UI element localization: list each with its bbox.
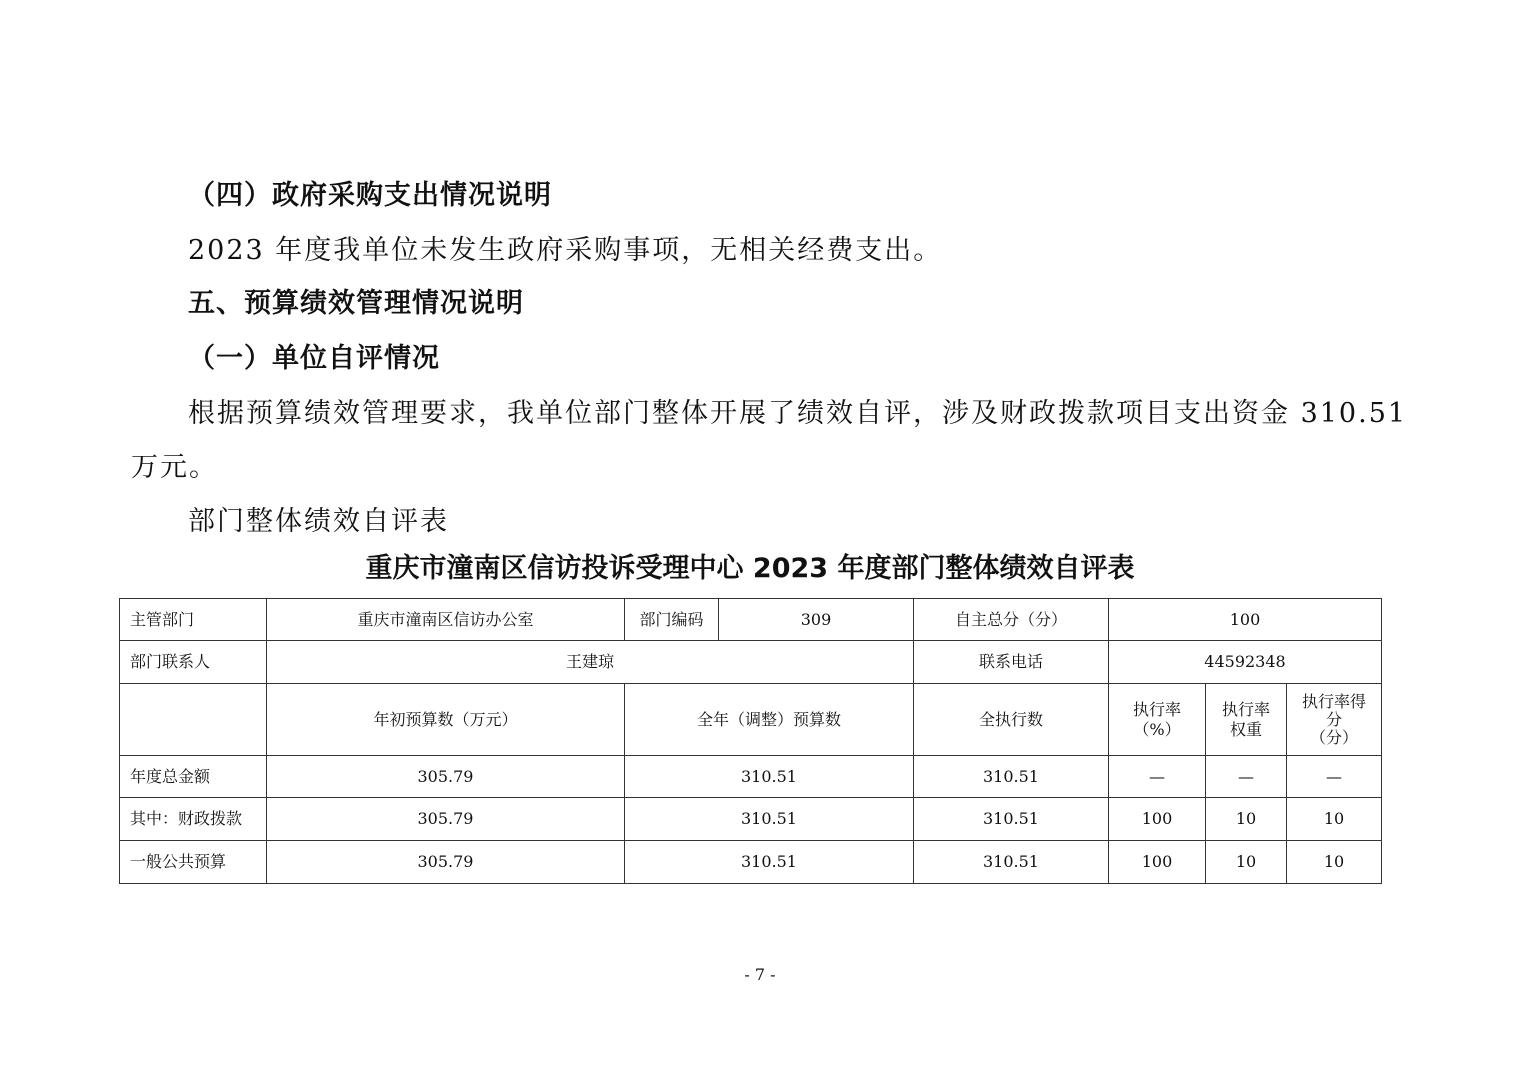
table-caption-label: 部门整体绩效自评表 [188, 506, 449, 537]
cell-row-label: 其中：财政拨款 [120, 798, 267, 841]
cell-executed: 310.51 [914, 798, 1109, 841]
cell-exec-rate: — [1109, 756, 1206, 798]
cell-adjusted-budget: 310.51 [625, 841, 914, 884]
paragraph-self-eval-line2: 万元。 [131, 452, 218, 483]
cell-initial-budget: 305.79 [267, 841, 625, 884]
performance-table [119, 598, 1382, 884]
cell-phone-label: 联系电话 [914, 641, 1109, 684]
section-heading-performance: 五、预算绩效管理情况说明 [188, 288, 524, 319]
paragraph-self-eval-line1: 根据预算绩效管理要求，我单位部门整体开展了绩效自评，涉及财政拨款项目支出资金 310.51 [188, 398, 1408, 429]
cell-executed: 310.51 [914, 841, 1109, 884]
cell-weight: 10 [1206, 798, 1287, 841]
cell-phone-value: 44592348 [1109, 641, 1382, 684]
cell-initial-budget: 305.79 [267, 798, 625, 841]
cell-score: 10 [1287, 841, 1382, 884]
cell-contact-value: 王建琼 [267, 641, 914, 684]
cell-weight: — [1206, 756, 1287, 798]
cell-row-label: 一般公共预算 [120, 841, 267, 884]
table-row-contact [120, 641, 1382, 684]
cell-row-label: 年度总金额 [120, 756, 267, 798]
cell-header-blank [120, 684, 267, 756]
cell-score: 10 [1287, 798, 1382, 841]
header-exec-rate-line1: 执行率 [1132, 699, 1181, 719]
cell-adjusted-budget: 310.51 [625, 756, 914, 798]
section-heading-self-eval: （一）单位自评情况 [188, 343, 440, 374]
cell-header-adjusted-budget: 全年（调整）预算数 [625, 684, 914, 756]
cell-weight: 10 [1206, 841, 1287, 884]
header-weight-line1: 执行率 [1221, 699, 1270, 719]
table-row-department [120, 599, 1382, 641]
table-row [120, 798, 1382, 841]
cell-code-value: 309 [719, 599, 914, 641]
cell-code-label: 部门编码 [625, 599, 719, 641]
page-number: - 7 - [744, 965, 776, 984]
cell-header-weight [1206, 684, 1287, 756]
cell-score-label: 自主总分（分） [914, 599, 1109, 641]
cell-initial-budget: 305.79 [267, 756, 625, 798]
header-exec-rate-line2: （%） [1133, 719, 1181, 739]
cell-score-value: 100 [1109, 599, 1382, 641]
table-row [120, 756, 1382, 798]
cell-header-score [1287, 684, 1382, 756]
cell-header-exec-rate [1109, 684, 1206, 756]
cell-supervisor-value: 重庆市潼南区信访办公室 [267, 599, 625, 641]
cell-exec-rate: 100 [1109, 798, 1206, 841]
cell-executed: 310.51 [914, 756, 1109, 798]
header-weight-line2: 权重 [1229, 719, 1262, 739]
cell-header-initial-budget: 年初预算数（万元） [267, 684, 625, 756]
cell-adjusted-budget: 310.51 [625, 798, 914, 841]
cell-contact-label: 部门联系人 [120, 641, 267, 684]
table-header-row [120, 684, 1382, 756]
table-row [120, 841, 1382, 884]
section-heading-gov-purchase: （四）政府采购支出情况说明 [188, 180, 552, 211]
header-score-line1: 执行率得 [1301, 691, 1366, 711]
table-title: 重庆市潼南区信访投诉受理中心 2023 年度部门整体绩效自评表 [365, 553, 1135, 584]
paragraph-gov-purchase: 2023 年度我单位未发生政府采购事项，无相关经费支出。 [188, 235, 943, 266]
header-score-line2: 分 [1325, 709, 1342, 729]
header-score-line3: （分） [1309, 727, 1358, 747]
cell-exec-rate: 100 [1109, 841, 1206, 884]
cell-score: — [1287, 756, 1382, 798]
cell-supervisor-label: 主管部门 [120, 599, 267, 641]
cell-header-executed: 全执行数 [914, 684, 1109, 756]
